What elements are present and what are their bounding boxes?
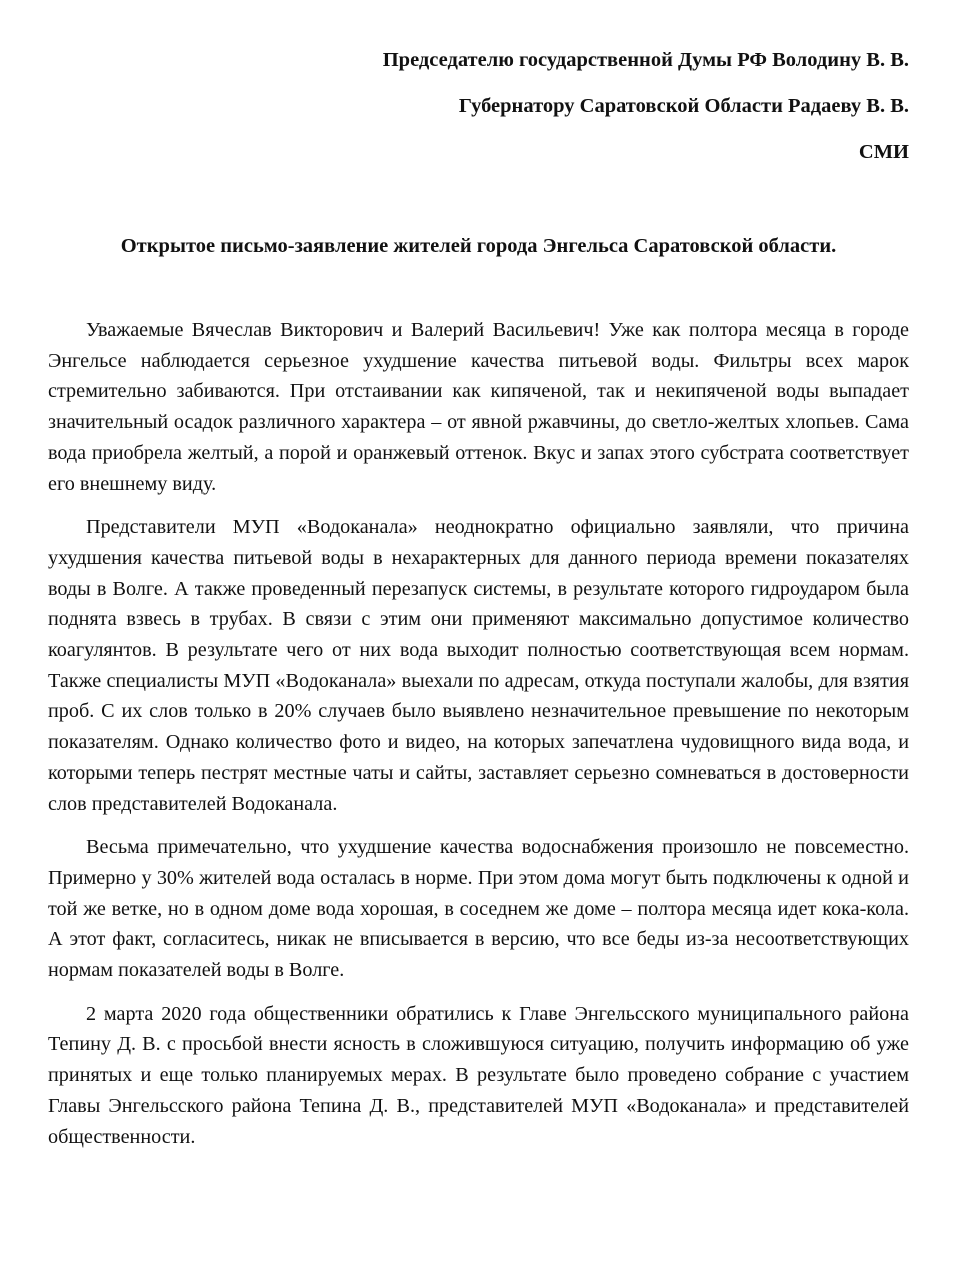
letter-title: Открытое письмо-заявление жителей города Энгельса Саратовской области. [120, 235, 837, 257]
paragraph-water-quality: Уважаемые Вячеслав Викторович и Валерий Васильевич! Уже как полтора месяца в городе Энгельсе наблюдается серьезное ухудшение качества питьевой воды. Фильтры всех марок стремительно забиваются. При отстаивании как кипяченой, так и некипяченой воды выпадает значительный осадок различного характера – от явной ржавчины, до светло-желтых хлопьев. Сама вода приобрела желтый, а порой и оранжевый оттенок. Вкус и запах этого субстрата соответствует его внешнему виду. [48, 319, 909, 495]
addressee-governor: Губернатору Саратовской Области Радаеву В. В. [458, 95, 909, 117]
addressee-duma-chairman: Председателю государственной Думы РФ Володину В. В. [382, 49, 909, 71]
paragraph-vodokanal-statements: Представители МУП «Водоканала» неоднократно официально заявляли, что причина ухудшения качества питьевой воды в нехарактерных для данного периода времени показателях воды в Волге. А также проведенный перезапуск системы, в результате которого гидроударом была поднята взвесь в трубах. В связи с этим они применяют максимально допустимое количество коагулянтов. В результате чего от них вода выходит полностью соответствующая всем нормам. Также специалисты МУП «Водоканала» выехали по адресам, откуда поступали жалобы, для взятия проб. С их слов только в 20% случаев было выявлено незначительное превышение по некоторым показателям. Однако количество фото и видео, на которых запечатлена чудовищного вида вода, и которыми теперь пестрят местные чаты и сайты, заставляет серьезно сомневаться в достоверности слов представителей Водоканала. [48, 516, 909, 815]
paragraph-public-meeting: 2 марта 2020 года общественники обратились к Главе Энгельсского муниципального района Тепину Д. В. с просьбой внести ясность в сложившуюся ситуацию, получить информацию об уже принятых и еще только планируемых мерах. В результате было проведено собрание с участием Главы Энгельсского района Тепина Д. В., представителей МУП «Водоканала» и представителей общественности. [48, 1002, 909, 1148]
addressee-media: СМИ [858, 141, 909, 163]
paragraph-uneven-supply: Весьма примечательно, что ухудшение качества водоснабжения произошло не повсеместно. Примерно у 30% жителей вода осталась в норме. При этом дома могут быть подключены к одной и той же ветке, но в одном доме вода хорошая, в соседнем же доме – полтора месяца идет кока-кола. А этот факт, согласитесь, никак не вписывается в версию, что все беды из-за несоответствующих нормам показателей воды в Волге. [48, 836, 909, 982]
